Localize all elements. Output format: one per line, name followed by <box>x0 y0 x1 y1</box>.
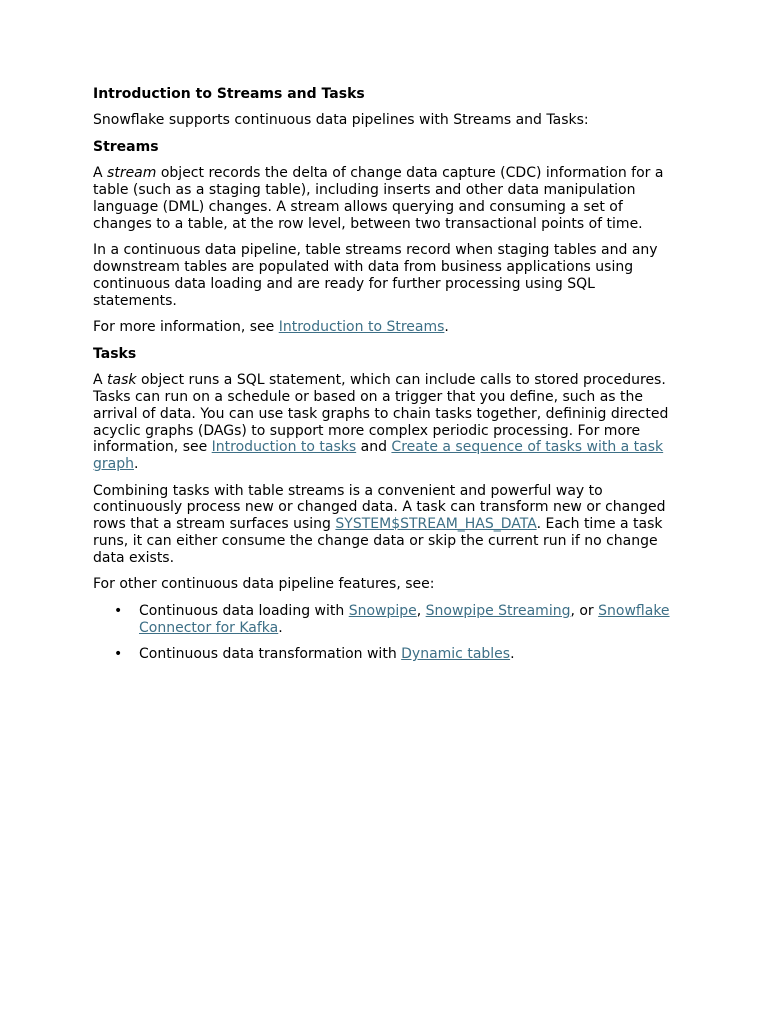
stream-term: stream <box>107 165 157 182</box>
streams-heading: Streams <box>93 138 159 155</box>
list-item: • Continuous data loading with Snowpipe, Snowpipe Streaming, or Snowflake Connector for Kafka. <box>114 602 670 636</box>
link-introduction-to-streams[interactable]: Introduction to Streams <box>278 319 445 336</box>
streams-paragraph-1: A stream object records the delta of change data capture (CDC) information for a table (such as a staging table), including inserts and other data manipulation language (DML) changes. A stream allows querying and consuming a set of changes to a table, at the row level, between two transactional points of time. <box>93 165 664 232</box>
tasks-paragraph-2: Combining tasks with table streams is a convenient and powerful way to continuously process new or changed data. A task can transform new or changed rows that a stream surfaces using SYSTEM$STREAM_HAS_DATA. Each time a task runs, it can either consume the change data or skip the current run if no change data exists. <box>93 482 666 566</box>
link-dynamic-tables[interactable]: Dynamic tables <box>401 646 511 663</box>
task-term: task <box>107 372 137 389</box>
intro-paragraph: Snowflake supports continuous data pipelines with Streams and Tasks: <box>93 112 589 129</box>
link-snowpipe-streaming[interactable]: Snowpipe Streaming <box>425 602 571 619</box>
other-features-list <box>93 603 679 663</box>
list-item: • Continuous data transformation with Dynamic tables. <box>114 646 515 663</box>
link-system-stream-has-data[interactable]: SYSTEM$STREAM_HAS_DATA <box>335 516 537 533</box>
page-title: Introduction to Streams and Tasks <box>93 86 365 102</box>
link-snowpipe[interactable]: Snowpipe <box>348 602 417 619</box>
streams-more-info: For more information, see Introduction to Streams. <box>93 319 449 336</box>
tasks-paragraph-1: A task object runs a SQL statement, which can include calls to stored procedures. Tasks can run on a schedule or based on a trigger that you define, such as the arrival of data. You can use task graphs to chain tasks together, defininig directed acyclic graphs (DAGs) to support more complex periodic processing. For more information, see Introduction to tasks and Create a sequence of tasks with a task graph. <box>93 372 669 473</box>
bullet-icon: • <box>114 602 123 619</box>
other-features-intro: For other continuous data pipeline features, see: <box>93 576 435 593</box>
link-create-task-sequence[interactable]: Create a sequence of tasks with a task graph <box>93 439 664 473</box>
streams-paragraph-2: In a continuous data pipeline, table streams record when staging tables and any downstream tables are populated with data from business applications using continuous data loading and are ready for further processing using SQL statements. <box>93 242 658 309</box>
document-body <box>93 86 679 673</box>
tasks-heading: Tasks <box>93 345 137 362</box>
link-snowflake-connector-kafka[interactable]: Snowflake Connector for Kafka <box>139 602 670 636</box>
link-introduction-to-tasks[interactable]: Introduction to tasks <box>211 439 357 456</box>
bullet-icon: • <box>114 646 123 663</box>
